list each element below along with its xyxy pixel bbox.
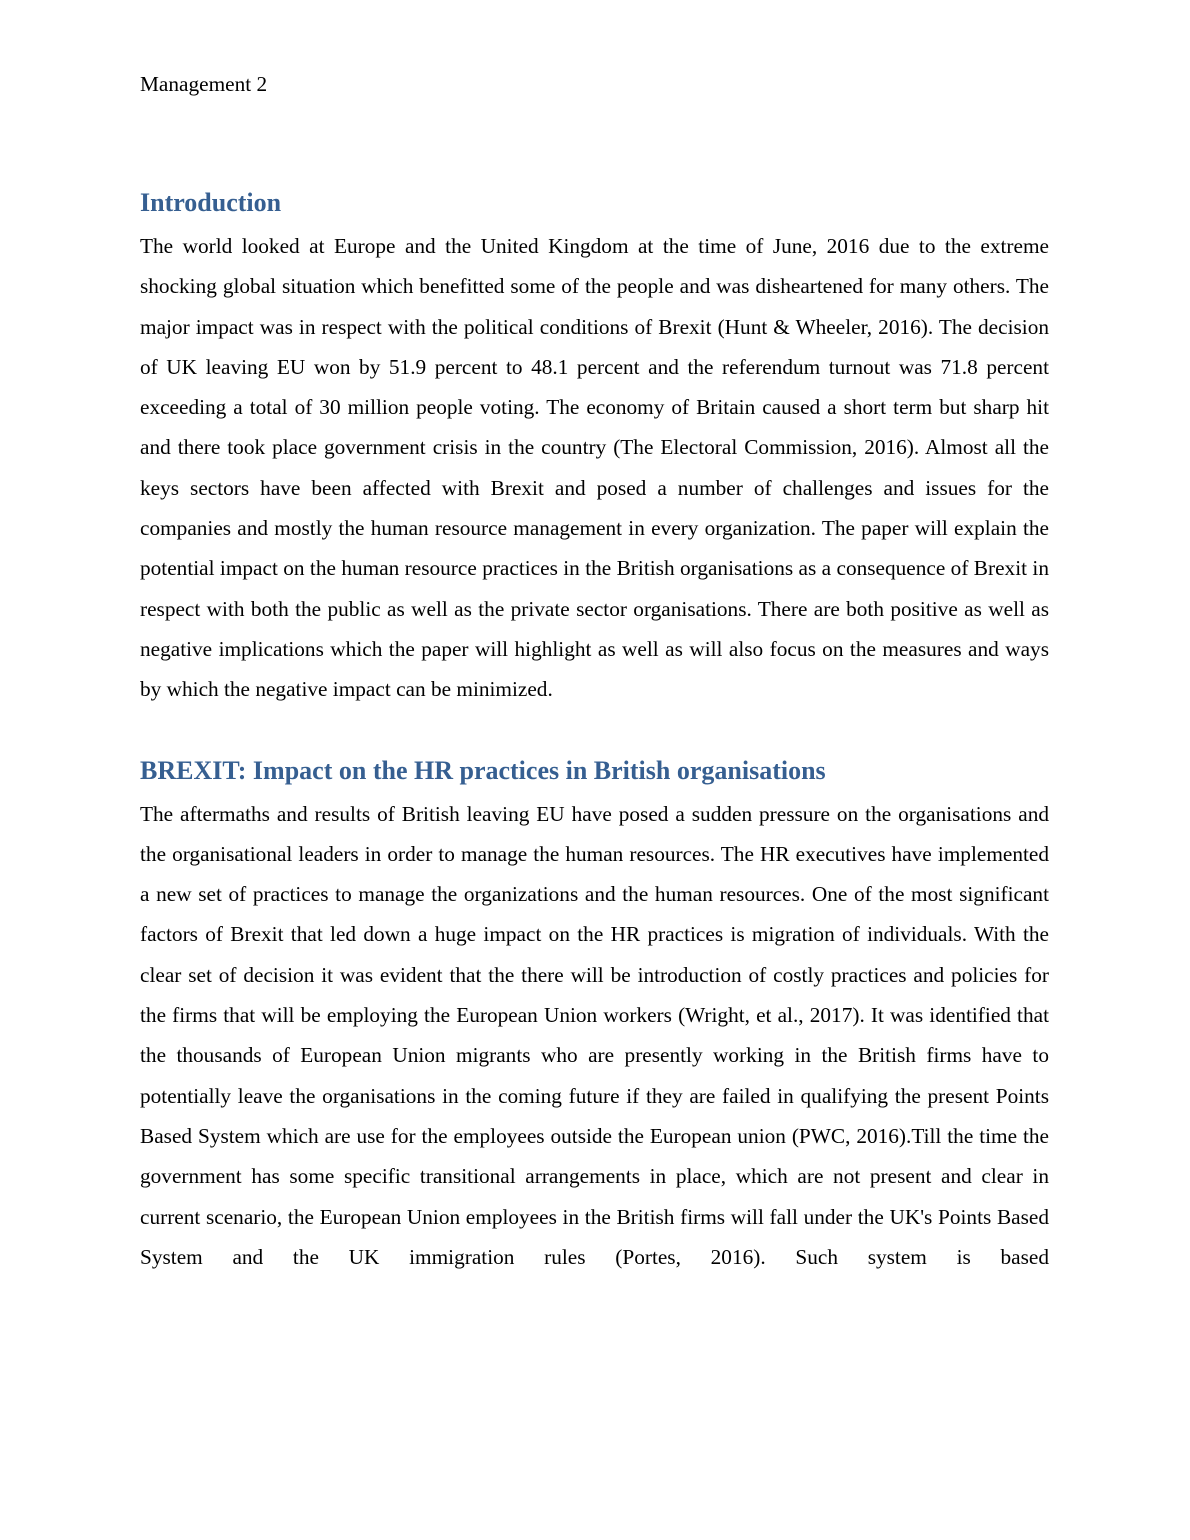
section-introduction xyxy=(140,186,1049,710)
document-body xyxy=(140,186,1049,1277)
running-header: Management 2 xyxy=(140,72,268,96)
section-brexit-hr-impact xyxy=(140,754,1049,1278)
introduction-paragraph: The world looked at Europe and the United Kingdom at the time of June, 2016 due to the extreme shocking global situation which benefitted some of the people and was disheartened for many others. The major impact was in respect with the political conditions of Brexit (Hunt & Wheeler, 2016). The decision of UK leaving EU won by 51.9 percent to 48.1 percent and the referendum turnout was 71.8 percent exceeding a total of 30 million people voting. The economy of Britain caused a short term but sharp hit and there took place government crisis in the country (The Electoral Commission, 2016). Almost all the keys sectors have been affected with Brexit and posed a number of challenges and issues for the companies and mostly the human resource management in every organization. The paper will explain the potential impact on the human resource practices in the British organisations as a consequence of Brexit in respect with both the public as well as the private sector organisations. There are both positive as well as negative implications which the paper will highlight as well as will also focus on the measures and ways by which the negative impact can be minimized. xyxy=(140,234,1049,702)
section-heading-introduction: Introduction xyxy=(140,188,282,217)
brexit-hr-impact-paragraph: The aftermaths and results of British leaving EU have posed a sudden pressure on the organisations and the organisational leaders in order to manage the human resources. The HR executives have implemented a new set of practices to manage the organizations and the human resources. One of the most significant factors of Brexit that led down a huge impact on the HR practices is migration of individuals. With the clear set of decision it was evident that the there will be introduction of costly practices and policies for the firms that will be employing the European Union workers (Wright, et al., 2017). It was identified that the thousands of European Union migrants who are presently working in the British firms have to potentially leave the organisations in the coming future if they are failed in qualifying the present Points Based System which are use for the employees outside the European union (PWC, 2016).Till the time the government has some specific transitional arrangements in place, which are not present and clear in current scenario, the European Union employees in the British firms will fall under the UK's Points Based System and the UK immigration rules (Portes, 2016). Such system is based xyxy=(140,801,1049,1269)
section-heading-brexit-hr-impact: BREXIT: Impact on the HR practices in British organisations xyxy=(140,755,826,785)
